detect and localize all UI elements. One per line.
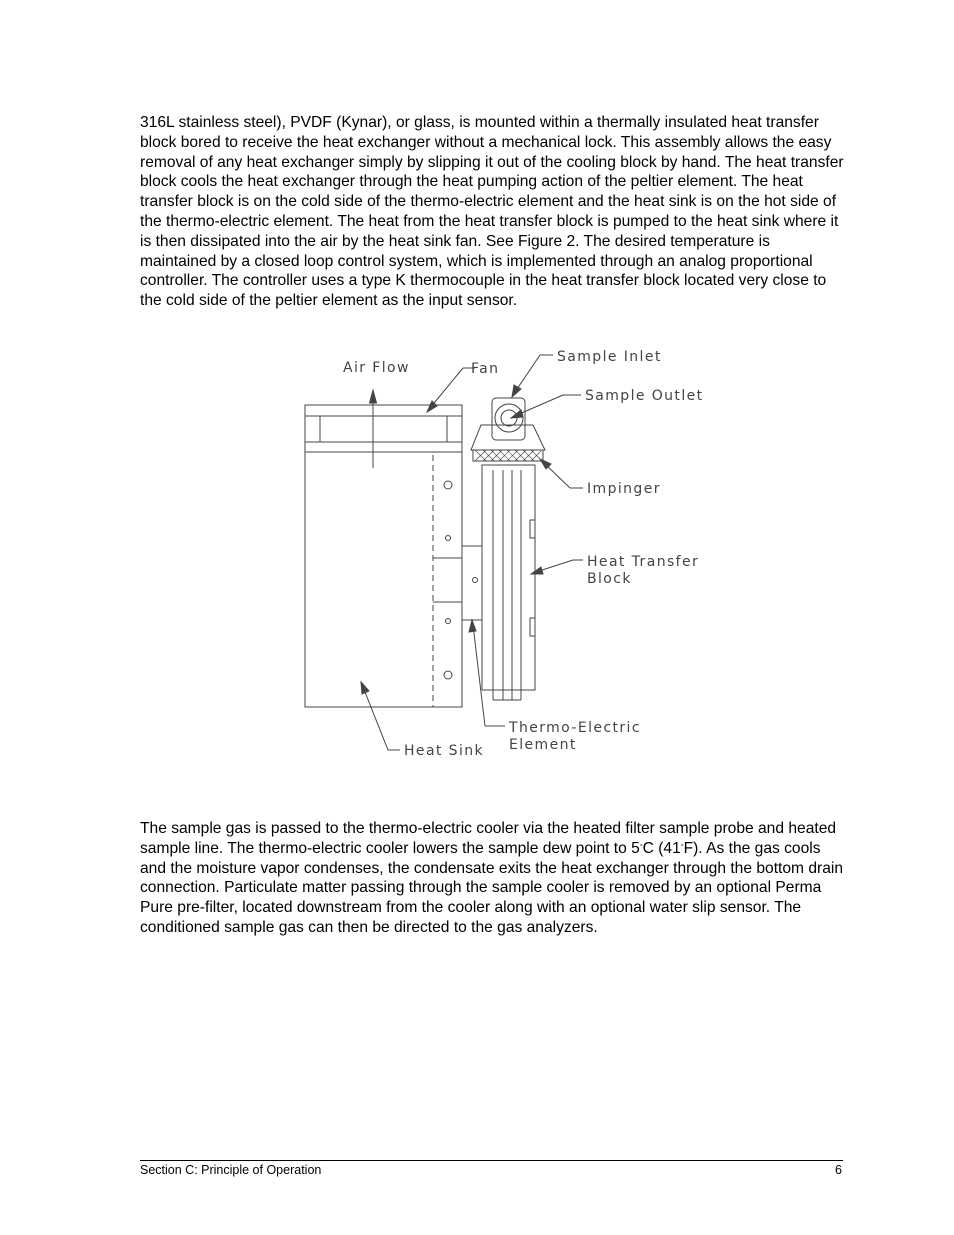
label-fan: Fan <box>471 361 500 377</box>
label-thermo-electric-line2: Element <box>509 737 577 753</box>
paragraph-intro: 316L stainless steel), PVDF (Kynar), or glass, is mounted within a thermally insulated heat transfer block bored to receive the heat exchanger without a mechanical lock. This assembly allows the easy removal of any heat exchanger simply by slipping it out of the cooling block by hand. The heat transfer block cools the heat exchanger through the heat pumping action of the peltier element. The heat transfer block is on the cold side of the thermo-electric element and the heat sink is on the hot side of the thermo-electric element. The heat from the heat transfer block is pumped to the heat sink where it is then dissipated into the air by the heat sink fan. See Figure 2. The desired temperature is maintained by a closed loop control system, which is implemented through an analog proportional controller. The controller uses a type K thermocouple in the heat transfer block located very close to the cold side of the peltier element as the input sensor. <box>140 114 844 310</box>
degree-mark-1: ° <box>639 843 643 851</box>
label-heat-transfer-line1: Heat Transfer <box>587 554 700 570</box>
footer-divider <box>140 1160 843 1161</box>
label-sample-outlet: Sample Outlet <box>585 388 704 404</box>
cooler-diagram <box>295 340 715 770</box>
footer-section-title: Section C: Principle of Operation <box>140 1163 322 1177</box>
paragraph-sample-gas <box>140 819 845 938</box>
paragraph-sample-gas-text-2: C (41 <box>642 839 681 857</box>
cooler-diagram-svg <box>295 340 715 770</box>
label-heat-transfer-line2: Block <box>587 571 632 587</box>
degree-mark-2: ° <box>680 843 684 851</box>
label-impinger: Impinger <box>587 481 661 497</box>
label-air-flow: Air Flow <box>343 360 410 376</box>
label-heat-sink: Heat Sink <box>404 743 485 759</box>
paragraph-sample-gas-text-1: The sample gas is passed to the thermo-electric cooler via the heated filter sample probe and heated sample line. The thermo-electric cooler lowers the sample dew point to 5 <box>140 820 837 857</box>
heat-sink-shape <box>305 405 462 707</box>
label-thermo-electric-line1: Thermo-Electric <box>509 720 641 736</box>
paragraph-sample-gas-text-3: F). As the gas cools and the moisture vapor condenses, the condensate exits the heat exchanger through the bottom drain connection. Particulate matter passing through the sample cooler is removed by an optional Perma Pure pre-filter, located downstream from the cooler along with an optional water slip sensor. The conditioned sample gas can then be directed to the gas analyzers. <box>140 839 844 936</box>
footer-page-number: 6 <box>835 1163 842 1177</box>
label-sample-inlet: Sample Inlet <box>557 349 662 365</box>
